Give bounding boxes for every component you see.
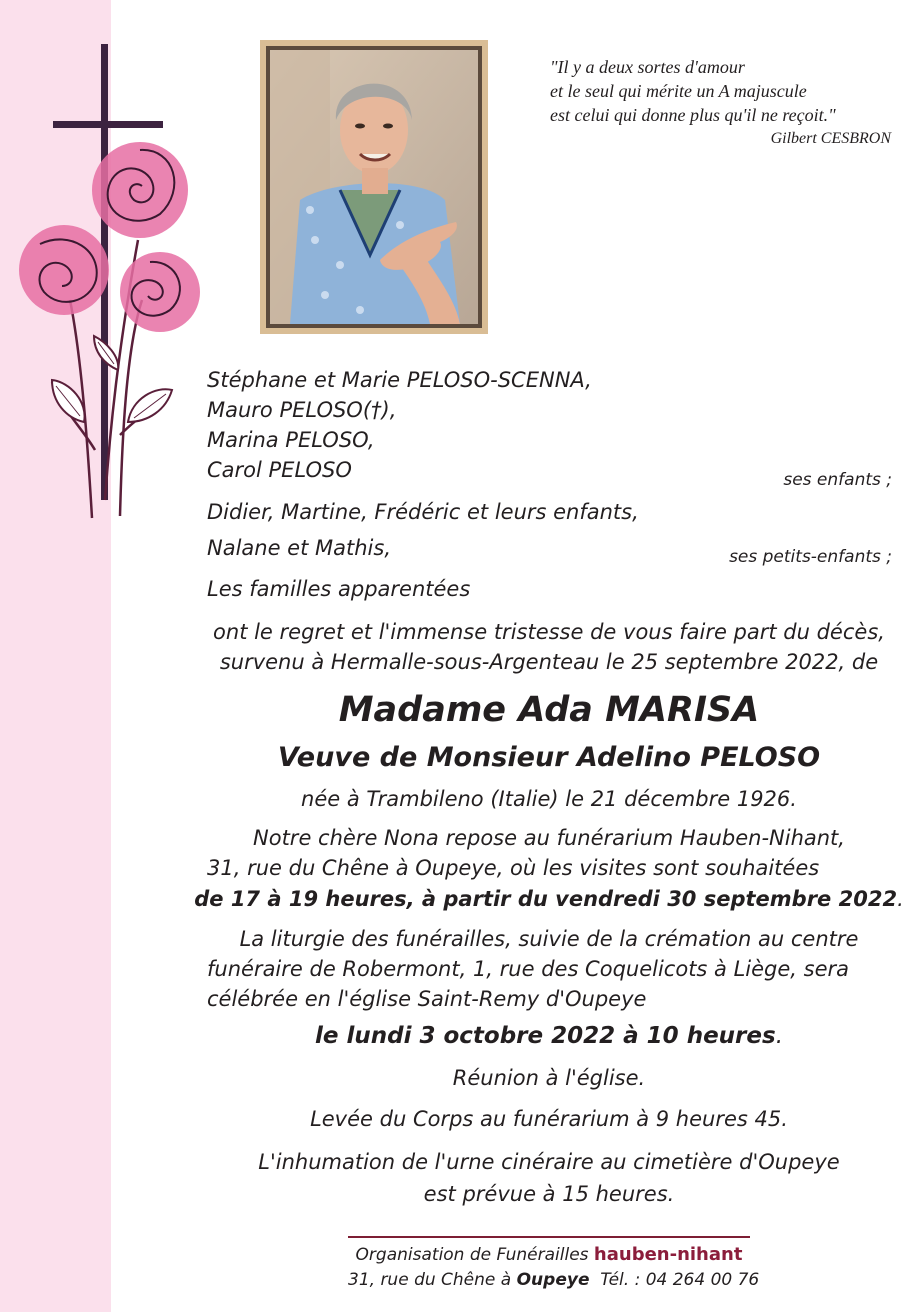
quote-block	[550, 55, 895, 151]
footer-town: Oupeye	[516, 1270, 590, 1290]
visit-hours-end: .	[897, 887, 904, 911]
footer-address	[348, 1270, 760, 1290]
child-name: Carol PELOSO	[207, 458, 352, 482]
quote-author: Gilbert CESBRON	[770, 130, 891, 147]
grandchild-name: Nalane et Mathis,	[207, 536, 391, 560]
visit-hours	[0, 887, 918, 911]
quote-line: "Il y a deux sortes d'amour	[550, 57, 745, 77]
footer-org-text: Organisation de Funérailles	[355, 1245, 594, 1265]
footer-divider	[348, 1236, 750, 1238]
visit-line: 31, rue du Chêne à Oupeye, où les visites sont souhaitées	[207, 856, 820, 880]
announcement-line: ont le regret et l'immense tristesse de vous faire part du décès,	[213, 620, 885, 644]
liturgy-line: célébrée en l'église Saint-Remy d'Oupeye	[207, 987, 647, 1011]
visit-line: Notre chère Nona repose au funérarium Hauben-Nihant,	[253, 826, 845, 850]
deceased-name: Madame Ada MARISA	[338, 690, 760, 730]
footer-phone: Tél. : 04 264 00 76	[589, 1270, 760, 1290]
footer-org	[348, 1244, 750, 1265]
footer-address-text: 31, rue du Chêne à	[348, 1270, 517, 1290]
child-name: Marina PELOSO,	[207, 428, 375, 452]
grandchildren-label: ses petits-enfants ;	[729, 547, 892, 567]
burial-line: L'inhumation de l'urne cinéraire au cimetière d'Oupeye	[258, 1150, 840, 1174]
roses-illustration	[0, 30, 240, 530]
liturgy-date-text: le lundi 3 octobre 2022 à 10 heures	[315, 1023, 776, 1049]
liturgy-date	[0, 1023, 918, 1049]
announcement-line: survenu à Hermalle-sous-Argenteau le 25 septembre 2022, de	[219, 650, 879, 674]
birth-info: née à Trambileno (Italie) le 21 décembre 1926.	[301, 787, 797, 811]
grandchild-name: Didier, Martine, Frédéric et leurs enfants,	[207, 500, 639, 524]
child-name: Mauro PELOSO(†),	[207, 398, 397, 422]
levee-info: Levée du Corps au funérarium à 9 heures 45.	[310, 1107, 788, 1131]
portrait-image	[270, 50, 478, 324]
portrait-photo	[260, 40, 488, 334]
quote-line: est celui qui donne plus qu'il ne reçoit."	[550, 105, 836, 125]
children-label: ses enfants ;	[783, 470, 892, 490]
families-line: Les familles apparentées	[207, 577, 471, 601]
burial-line: est prévue à 15 heures.	[423, 1182, 675, 1206]
child-name: Stéphane et Marie PELOSO-SCENNA,	[207, 368, 592, 392]
meeting-info: Réunion à l'église.	[452, 1066, 646, 1090]
widow-of: Veuve de Monsieur Adelino PELOSO	[277, 742, 821, 773]
footer-brand: hauben-nihant	[593, 1244, 743, 1265]
quote-line: et le seul qui mérite un A majuscule	[550, 81, 807, 101]
visit-hours-text: de 17 à 19 heures, à partir du vendredi 30 septembre 2022	[194, 887, 898, 911]
liturgy-line: funéraire de Robermont, 1, rue des Coquelicots à Liège, sera	[207, 957, 850, 981]
liturgy-line: La liturgie des funérailles, suivie de la crémation au centre	[239, 927, 859, 951]
liturgy-date-end: .	[775, 1023, 783, 1049]
